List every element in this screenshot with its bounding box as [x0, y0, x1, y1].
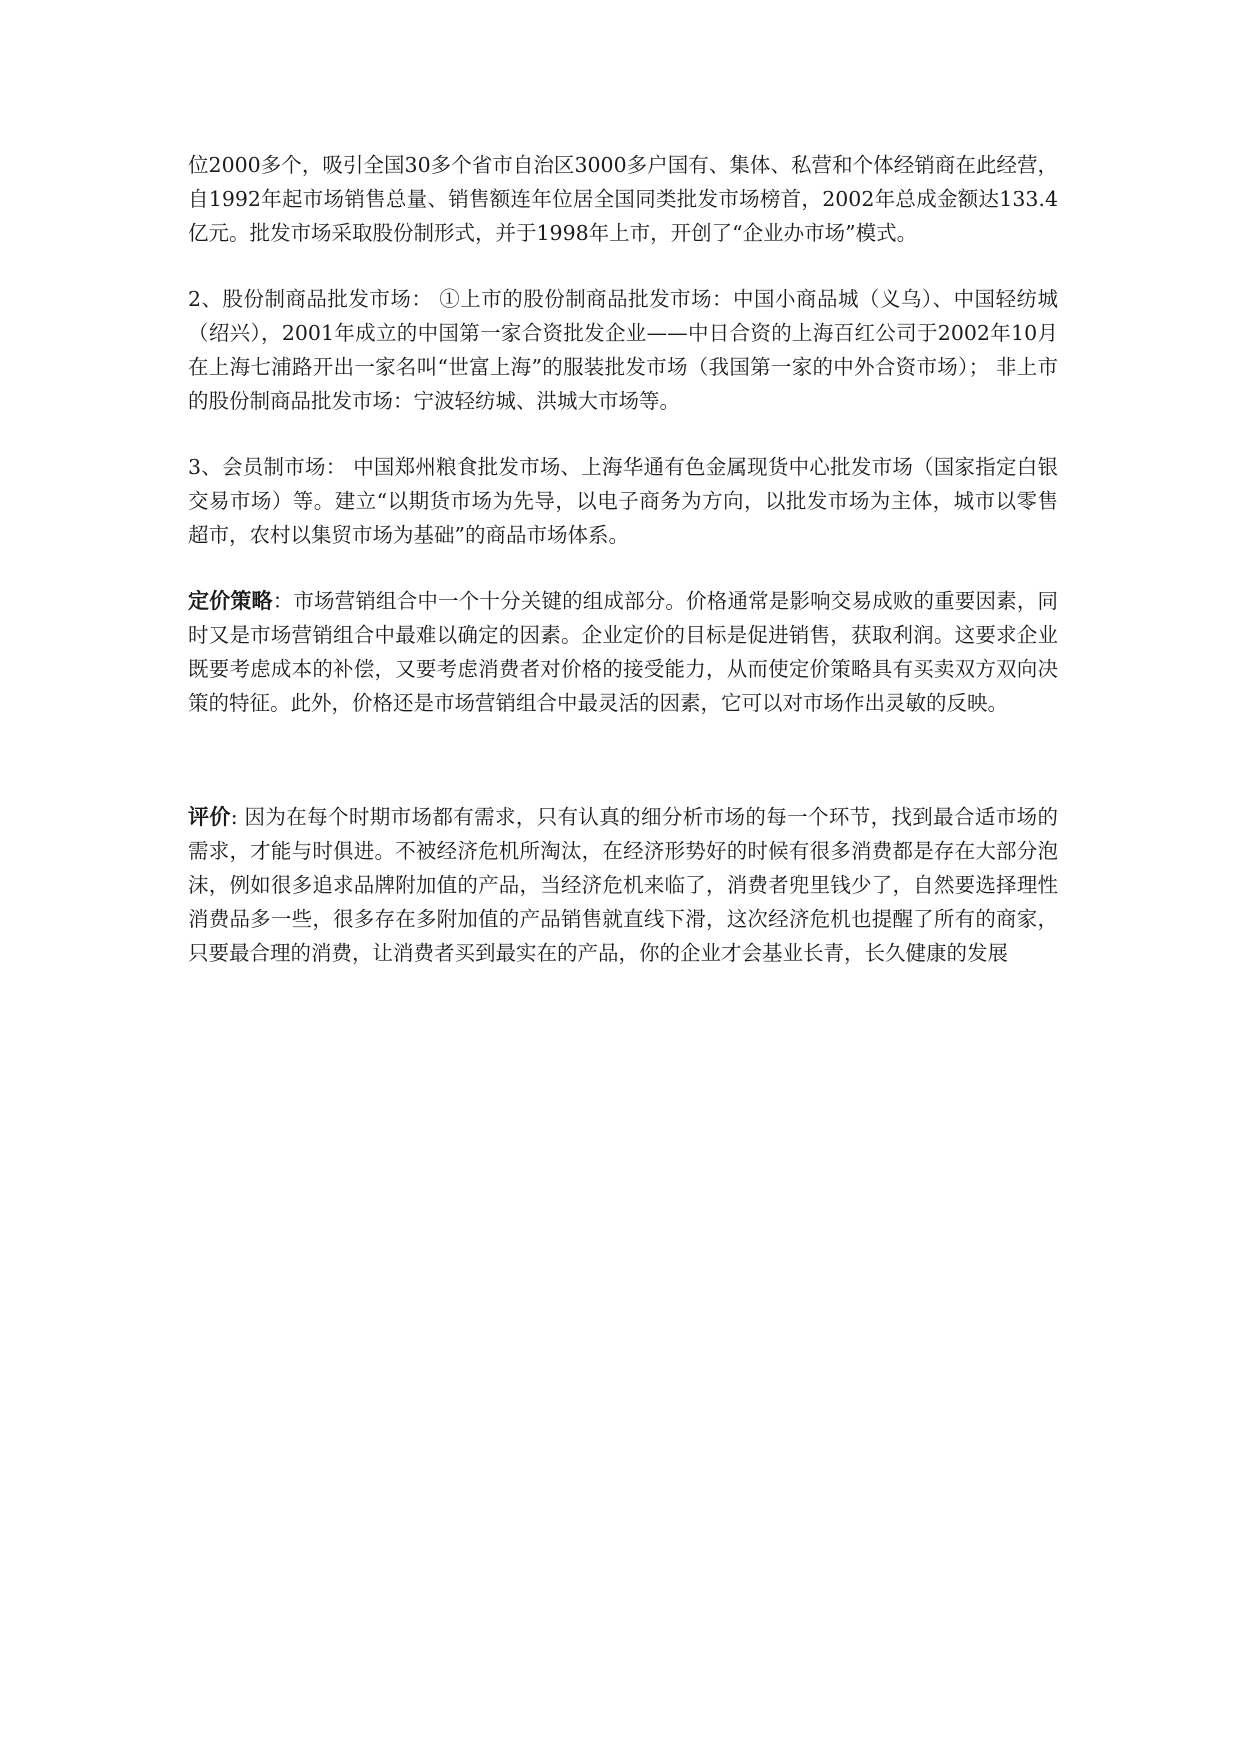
- evaluation-body: 因为在每个时期市场都有需求，只有认真的细分析市场的每一个环节，找到最合适市场的需求，才能与时俱进。不被经济危机所淘汰，在经济形势好的时候有很多消费都是存在大部分泡沫，例如很多追求品牌附加值的产品，当经济危机来临了，消费者兜里钱少了，自然要选择理性消费品多一些，很多存在多附加值的产品销售就直线下滑，这次经济危机也提醒了所有的商家，只要最合理的消费，让消费者买到最实在的产品，你的企业才会基业长青，长久健康的发展: [188, 805, 1059, 965]
- evaluation-separator: :: [230, 805, 238, 829]
- pricing-strategy-body: 市场营销组合中一个十分关键的组成部分。价格通常是影响交易成败的重要因素，同时又是市场营销组合中最难以确定的因素。企业定价的目标是促进销售，获取利润。这要求企业既要考虑成本的补偿，又要考虑消费者对价格的接受能力，从而使定价策略具有买卖双方双向决策的特征。此外，价格还是市场营销组合中最灵活的因素，它可以对市场作出灵敏的反映。: [188, 589, 1059, 715]
- pricing-strategy-heading: 定价策略: [188, 589, 273, 613]
- paragraph-pricing-strategy: [188, 584, 1058, 720]
- paragraph-joint-stock-markets: 2、股份制商品批发市场： ①上市的股份制商品批发市场：中国小商品城（义乌）、中国轻纺城（绍兴），2001年成立的中国第一家合资批发企业——中日合资的上海百红公司于2002年10月在上海七浦路开出一家名叫“世富上海”的服装批发市场（我国第一家的中外合资市场）； 非上市的股份制商品批发市场：宁波轻纺城、洪城大市场等。: [188, 287, 1058, 413]
- pricing-strategy-separator: ：: [272, 589, 294, 613]
- evaluation-heading: 评价: [188, 805, 231, 829]
- paragraph-membership-markets: 3、会员制市场： 中国郑州粮食批发市场、上海华通有色金属现货中心批发市场（国家指定白银交易市场）等。建立“以期货市场为先导，以电子商务为方向，以批发市场为主体，城市以零售超市，农村以集贸市场为基础”的商品市场体系。: [188, 455, 1058, 547]
- paragraph-evaluation: [188, 800, 1058, 970]
- document-page: [188, 148, 1058, 970]
- paragraph-market-overview: 位2000多个，吸引全国30多个省市自治区3000多户国有、集体、私营和个体经销商在此经营，自1992年起市场销售总量、销售额连年位居全国同类批发市场榜首，2002年总成金额达133.4亿元。批发市场采取股份制形式，并于1998年上市，开创了“企业办市场”模式。: [188, 153, 1058, 245]
